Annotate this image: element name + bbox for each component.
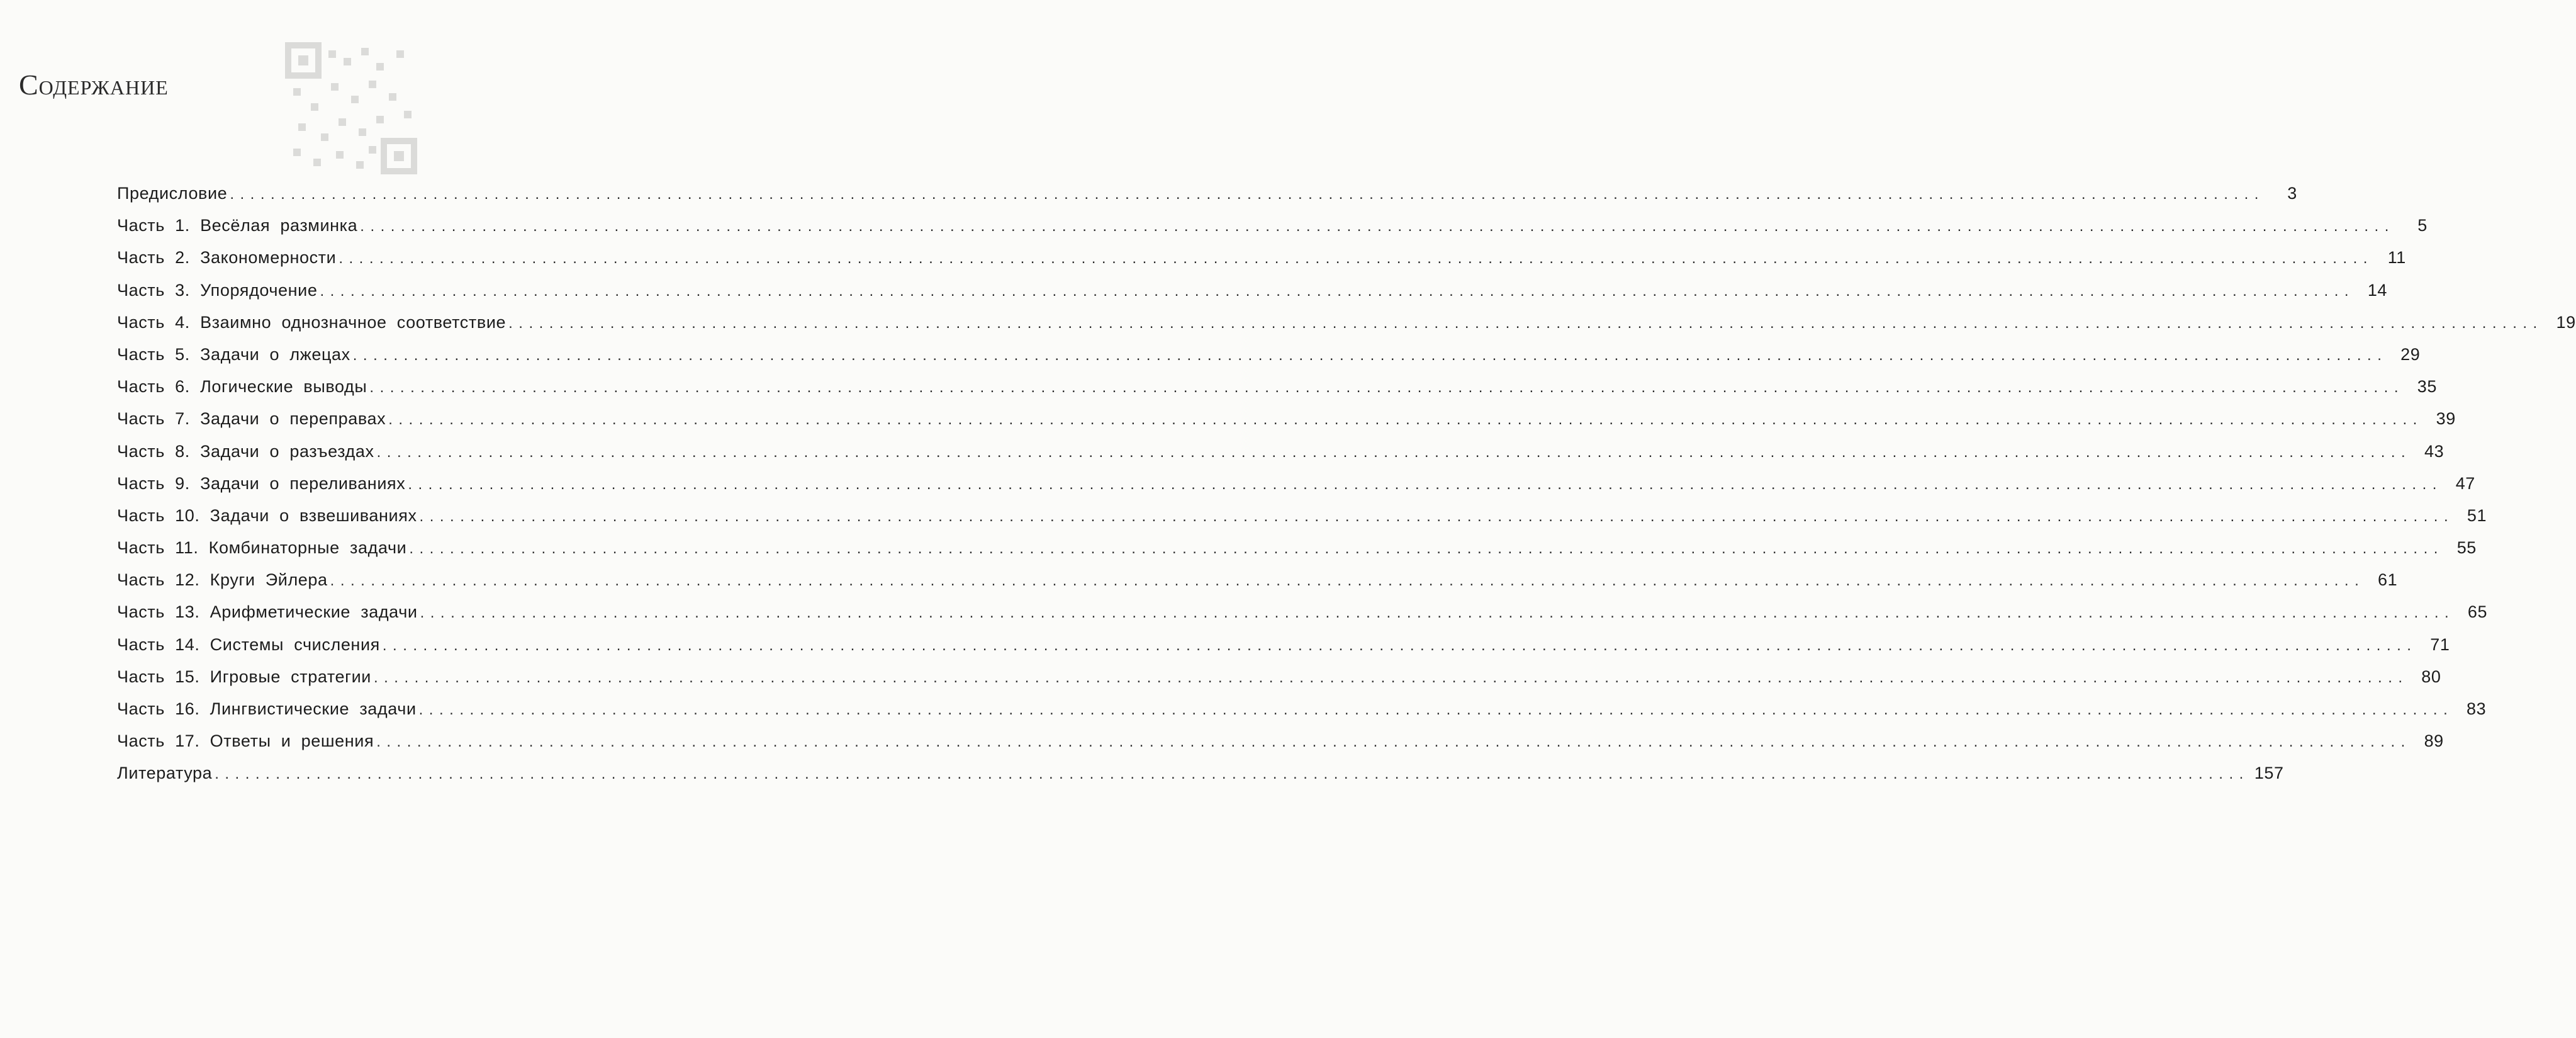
toc-entry: [117, 248, 2406, 280]
toc-entry-label: Литература: [117, 764, 213, 783]
toc-entry: [117, 216, 2428, 248]
toc-entry-label: Часть 8. Задачи о разъездах: [117, 441, 374, 461]
toc-entry-label: Часть 6. Логические выводы: [117, 377, 367, 397]
toc-entry-label: Часть 4. Взаимно однозначное соответствие: [117, 312, 507, 332]
toc-entry-label: Часть 16. Лингвистические задачи: [117, 699, 417, 718]
toc-entry-page-number: 35: [2417, 377, 2437, 397]
toc-entry: [117, 280, 2388, 313]
toc-entry-page-number: 51: [2467, 505, 2487, 525]
toc-entry-page-number: 61: [2378, 570, 2398, 590]
toc-entry: [117, 570, 2398, 602]
toc-entry-page-number: 3: [2287, 184, 2297, 203]
toc-entry-page-number: 80: [2421, 667, 2441, 686]
toc-entry-page-number: 55: [2456, 538, 2477, 558]
toc-entry-label: Часть 12. Круги Эйлера: [117, 570, 328, 590]
toc-entry-label: Часть 17. Ответы и решения: [117, 731, 374, 751]
toc-entry: [117, 505, 2487, 538]
toc-entry-label: Часть 9. Задачи о переливаниях: [117, 473, 406, 493]
toc-entry-label: Часть 7. Задачи о переправах: [117, 409, 386, 429]
toc-entry-label: Часть 2. Закономерности: [117, 248, 337, 268]
toc-dot-leader: ........................................................................................................................................................................................................: [373, 668, 2409, 686]
toc-entry: [117, 473, 2475, 506]
toc-entry: [117, 441, 2444, 474]
toc-dot-leader: ........................................................................................................................................................................................................: [360, 218, 2395, 235]
toc-entry: [117, 699, 2487, 731]
toc-entry-label: Часть 13. Арифметические задачи: [117, 602, 418, 622]
toc-dot-leader: ........................................................................................................................................................................................................: [508, 314, 2543, 332]
toc-dot-leader: ........................................................................................................................................................................................................: [420, 604, 2455, 622]
toc-entry-label: Часть 15. Игровые стратегии: [117, 667, 371, 686]
toc-entry-label: Часть 3. Упорядочение: [117, 280, 318, 300]
toc-entry-page-number: 157: [2254, 764, 2284, 783]
toc-dot-leader: ........................................................................................................................................................................................................: [352, 346, 2388, 364]
toc-dot-leader: ........................................................................................................................................................................................................: [369, 379, 2404, 397]
toc-dot-leader: ........................................................................................................................................................................................................: [320, 282, 2355, 300]
toc-entry-page-number: 5: [2417, 216, 2428, 235]
toc-entry-page-number: 43: [2424, 441, 2444, 461]
toc-entry-label: Часть 1. Весёлая разминка: [117, 216, 358, 235]
toc-entry-label: Предисловие: [117, 184, 228, 203]
toc-dot-leader: ........................................................................................................................................................................................................: [376, 733, 2411, 751]
toc-dot-leader: ........................................................................................................................................................................................................: [230, 186, 2265, 203]
toc-entry: [117, 538, 2477, 570]
toc-entry-page-number: 11: [2387, 248, 2406, 268]
toc-dot-leader: ........................................................................................................................................................................................................: [330, 572, 2365, 590]
toc-entry-label: Часть 10. Задачи о взвешиваниях: [117, 505, 417, 525]
toc-entry: [117, 312, 2576, 345]
toc-dot-leader: ........................................................................................................................................................................................................: [382, 636, 2417, 654]
toc-entry-page-number: 89: [2424, 731, 2444, 751]
toc-entry-label: Часть 11. Комбинаторные задачи: [117, 538, 407, 558]
toc-entry-page-number: 39: [2436, 409, 2456, 429]
toc-entry-page-number: 29: [2400, 344, 2421, 364]
toc-entry: [117, 344, 2421, 377]
toc-dot-leader: ........................................................................................................................................................................................................: [419, 507, 2455, 525]
toc-dot-leader: ........................................................................................................................................................................................................: [339, 250, 2373, 268]
toc-entry-page-number: 83: [2467, 699, 2487, 718]
toc-dot-leader: ........................................................................................................................................................................................................: [418, 701, 2454, 718]
toc-entry: [117, 602, 2488, 635]
toc-entry: [117, 667, 2441, 699]
toc-dot-leader: ........................................................................................................................................................................................................: [409, 540, 2444, 558]
table-of-contents: [117, 184, 2576, 796]
toc-entry-label: Часть 14. Системы счисления: [117, 635, 380, 654]
toc-entry-page-number: 71: [2430, 635, 2450, 654]
toc-entry-page-number: 14: [2367, 280, 2388, 300]
toc-entry: [117, 377, 2437, 409]
toc-dot-leader: ........................................................................................................................................................................................................: [215, 765, 2249, 783]
toc-entry-page-number: 65: [2467, 602, 2488, 622]
qr-code-icon: [288, 45, 414, 171]
toc-entry-page-number: 19: [2556, 312, 2576, 332]
toc-entry: [117, 409, 2456, 441]
toc-dot-leader: ........................................................................................................................................................................................................: [408, 475, 2443, 493]
page-title: Содержание: [19, 69, 169, 101]
toc-dot-leader: ........................................................................................................................................................................................................: [388, 411, 2423, 429]
toc-entry-page-number: 47: [2455, 473, 2475, 493]
toc-entry: [117, 184, 2297, 216]
toc-entry-label: Часть 5. Задачи о лжецах: [117, 344, 350, 364]
toc-entry: [117, 764, 2284, 796]
toc-dot-leader: ........................................................................................................................................................................................................: [376, 443, 2412, 461]
toc-entry: [117, 731, 2444, 764]
toc-entry: [117, 635, 2450, 667]
